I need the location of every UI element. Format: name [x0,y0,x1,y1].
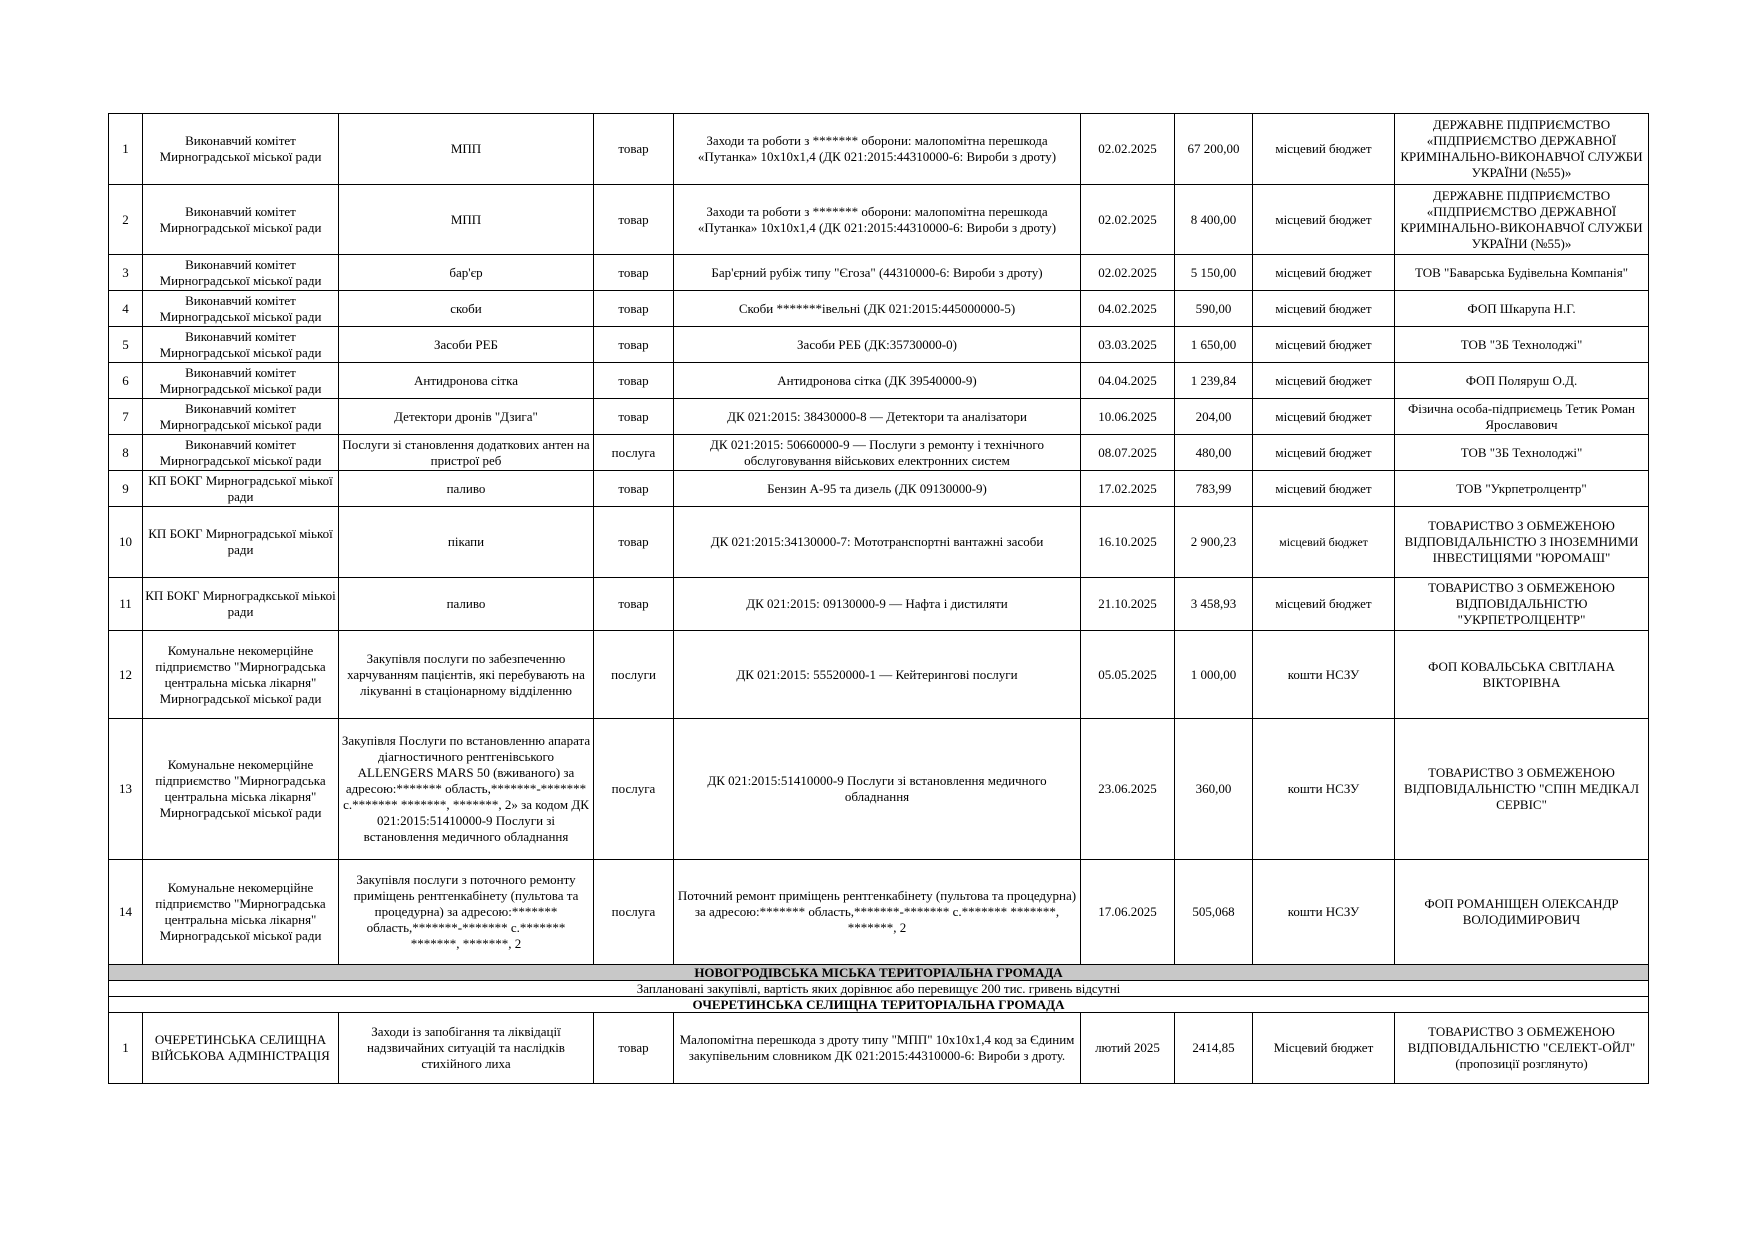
supplier-cell: Фізична особа-підприємець Тетик Роман Ярославович [1395,399,1649,435]
cpv-code-cell: Бар'єрний рубіж типу "Єгоза" (44310000-6: Вироби з дроту) [674,255,1081,291]
cpv-code-cell: Заходи та роботи з ******* оборони: малопомітна перешкода «Путанка» 10х10х1,4 (ДК 021:2015:44310000-6: Вироби з дроту) [674,114,1081,185]
supplier-cell: ДЕРЖАВНЕ ПІДПРИЄМСТВО «ПІДПРИЄМСТВО ДЕРЖАВНОЇ КРИМІНАЛЬНО-ВИКОНАВЧОЇ СЛУЖБИ УКРАЇНИ (№55)» [1395,185,1649,255]
date-cell: 04.02.2025 [1081,291,1175,327]
cpv-code-cell: Бензин А-95 та дизель (ДК 09130000-9) [674,471,1081,507]
type-cell: товар [594,363,674,399]
row-number: 8 [109,435,143,471]
customer-cell: Комунальне некомерційне підприємство "Мирноградська центральна міська лікарня" Мирноградської міської ради [143,860,339,965]
customer-cell: КП БОКГ Мирноградської міької ради [143,471,339,507]
section-title: НОВОГРОДІВСЬКА МІСЬКА ТЕРИТОРІАЛЬНА ГРОМАДА [109,965,1649,981]
amount-cell: 1 650,00 [1175,327,1253,363]
table-row [109,291,1649,327]
date-cell: 21.10.2025 [1081,578,1175,631]
table-row [109,363,1649,399]
subject-cell: МПП [339,114,594,185]
date-cell: 08.07.2025 [1081,435,1175,471]
type-cell: послуги [594,631,674,719]
table-row [109,114,1649,185]
section-row-novohrodivka [109,965,1649,981]
type-cell: товар [594,255,674,291]
supplier-cell: ФОП КОВАЛЬСЬКА СВІТЛАНА ВІКТОРІВНА [1395,631,1649,719]
cpv-code-cell: Малопомітна перешкода з дроту типу "МПП" 10х10х1,4 код за Єдиним закупівельним словником ДК 021:2015:44310000-6: Вироби з дроту. [674,1013,1081,1084]
table-row [109,719,1649,860]
supplier-cell: ФОП РОМАНІЩЕН ОЛЕКСАНДР ВОЛОДИМИРОВИЧ [1395,860,1649,965]
supplier-cell: ТОВ "3Б Технолоджі" [1395,435,1649,471]
procurement-table [108,113,1649,1084]
row-number: 2 [109,185,143,255]
table-row [109,631,1649,719]
subject-cell: Заходи із запобігання та ліквідації надзвичайних ситуацій та наслідків стихійного лиха [339,1013,594,1084]
funding-source-cell: місцевий бюджет [1253,114,1395,185]
date-cell: 10.06.2025 [1081,399,1175,435]
type-cell: послуга [594,435,674,471]
section-title: ОЧЕРЕТИНСЬКА СЕЛИЩНА ТЕРИТОРІАЛЬНА ГРОМАДА [109,997,1649,1013]
amount-cell: 67 200,00 [1175,114,1253,185]
subject-cell: Засоби РЕБ [339,327,594,363]
funding-source-cell: місцевий бюджет [1253,291,1395,327]
date-cell: 02.02.2025 [1081,185,1175,255]
customer-cell: Виконавчий комітет Мирноградської міської ради [143,255,339,291]
cpv-code-cell: Заходи та роботи з ******* оборони: малопомітна перешкода «Путанка» 10х10х1,4 (ДК 021:2015:44310000-6: Вироби з дроту) [674,185,1081,255]
subject-cell: паливо [339,471,594,507]
customer-cell: Комунальне некомерційне підприємство "Мирноградська центральна міська лікарня" Мирноградської міської ради [143,631,339,719]
cpv-code-cell: ДК 021:2015: 38430000-8 — Детектори та аналізатори [674,399,1081,435]
customer-cell: Виконавчий комітет Мирноградської міської ради [143,185,339,255]
date-cell: 16.10.2025 [1081,507,1175,578]
supplier-cell: ДЕРЖАВНЕ ПІДПРИЄМСТВО «ПІДПРИЄМСТВО ДЕРЖАВНОЇ КРИМІНАЛЬНО-ВИКОНАВЧОЇ СЛУЖБИ УКРАЇНИ (№55)» [1395,114,1649,185]
subject-cell: Детектори дронів "Дзига" [339,399,594,435]
funding-source-cell: кошти НСЗУ [1253,860,1395,965]
type-cell: товар [594,185,674,255]
row-number: 6 [109,363,143,399]
funding-source-cell: місцевий бюджет [1253,185,1395,255]
amount-cell: 360,00 [1175,719,1253,860]
customer-cell: Виконавчий комітет Мирноградської міської ради [143,399,339,435]
supplier-cell: ТОВАРИСТВО З ОБМЕЖЕНОЮ ВІДПОВІДАЛЬНІСТЮ "СЕЛЕКТ-ОЙЛ" (пропозиції розглянуто) [1395,1013,1649,1084]
subject-cell: скоби [339,291,594,327]
row-number: 3 [109,255,143,291]
cpv-code-cell: Антидронова сітка (ДК 39540000-9) [674,363,1081,399]
customer-cell: Виконавчий комітет Мирноградської міської ради [143,363,339,399]
funding-source-cell: місцевий бюджет [1253,471,1395,507]
amount-cell: 1 000,00 [1175,631,1253,719]
amount-cell: 590,00 [1175,291,1253,327]
customer-cell: Виконавчий комітет Мирноградської міської ради [143,291,339,327]
customer-cell: Виконавчий комітет Мирноградської міської ради [143,114,339,185]
subject-cell: бар'єр [339,255,594,291]
cpv-code-cell: ДК 021:2015:51410000-9 Послуги зі встановлення медичного обладнання [674,719,1081,860]
amount-cell: 1 239,84 [1175,363,1253,399]
supplier-cell: ФОП Поляруш О.Д. [1395,363,1649,399]
note-text: Заплановані закупівлі, вартість яких дорівнює або перевищує 200 тис. гривень відсутні [109,981,1649,997]
supplier-cell: ТОВАРИСТВО З ОБМЕЖЕНОЮ ВІДПОВІДАЛЬНІСТЮ "СПІН МЕДІКАЛ СЕРВІС" [1395,719,1649,860]
row-number: 1 [109,1013,143,1084]
amount-cell: 505,068 [1175,860,1253,965]
customer-cell: Комунальне некомерційне підприємство "Мирноградська центральна міська лікарня" Мирноградської міської ради [143,719,339,860]
row-number: 13 [109,719,143,860]
row-number: 5 [109,327,143,363]
date-cell: 02.02.2025 [1081,255,1175,291]
type-cell: товар [594,507,674,578]
subject-cell: Послуги зі становлення додаткових антен на пристрої реб [339,435,594,471]
subject-cell: паливо [339,578,594,631]
funding-source-cell: місцевий бюджет [1253,327,1395,363]
amount-cell: 480,00 [1175,435,1253,471]
amount-cell: 8 400,00 [1175,185,1253,255]
subject-cell: Закупівля послуги по забезпеченню харчуванням пацієнтів, які перебувають на лікуванні в стаціонарному відділенню [339,631,594,719]
amount-cell: 5 150,00 [1175,255,1253,291]
amount-cell: 783,99 [1175,471,1253,507]
table-row [109,435,1649,471]
table-row [109,860,1649,965]
subject-cell: пікапи [339,507,594,578]
supplier-cell: ФОП Шкарупа Н.Г. [1395,291,1649,327]
type-cell: товар [594,471,674,507]
type-cell: товар [594,399,674,435]
type-cell: послуга [594,860,674,965]
date-cell: 03.03.2025 [1081,327,1175,363]
customer-cell: Виконавчий комітет Мирноградської міської ради [143,435,339,471]
amount-cell: 204,00 [1175,399,1253,435]
amount-cell: 2414,85 [1175,1013,1253,1084]
funding-source-cell: місцевий бюджет [1253,507,1395,578]
row-number: 4 [109,291,143,327]
cpv-code-cell: ДК 021:2015: 09130000-9 — Нафта і дистиляти [674,578,1081,631]
date-cell: 17.02.2025 [1081,471,1175,507]
row-number: 10 [109,507,143,578]
section-row-ocheretyne [109,997,1649,1013]
row-number: 14 [109,860,143,965]
cpv-code-cell: Скоби *******івельні (ДК 021:2015:445000000-5) [674,291,1081,327]
date-cell: 04.04.2025 [1081,363,1175,399]
supplier-cell: ТОВАРИСТВО З ОБМЕЖЕНОЮ ВІДПОВІДАЛЬНІСТЮ З ІНОЗЕМНИМИ ІНВЕСТИЦІЯМИ "ЮРОМАШ" [1395,507,1649,578]
row-number: 12 [109,631,143,719]
note-row [109,981,1649,997]
table-row [109,507,1649,578]
table-row [109,471,1649,507]
funding-source-cell: місцевий бюджет [1253,578,1395,631]
funding-source-cell: місцевий бюджет [1253,399,1395,435]
type-cell: послуга [594,719,674,860]
type-cell: товар [594,291,674,327]
funding-source-cell: місцевий бюджет [1253,255,1395,291]
table-row [109,399,1649,435]
funding-source-cell: місцевий бюджет [1253,363,1395,399]
cpv-code-cell: ДК 021:2015: 50660000-9 — Послуги з ремонту і технічного обслуговування військових електронних систем [674,435,1081,471]
subject-cell: Закупівля послуги з поточного ремонту приміщень рентгенкабінету (пультова та процедурна) за адресою:******* область,*******-******* с.******* *******, *******, 2 [339,860,594,965]
row-number: 9 [109,471,143,507]
type-cell: товар [594,1013,674,1084]
subject-cell: Закупівля Послуги по встановленню апарата діагностичного рентгенівського ALLENGERS MARS 50 (вживаного) за адресою:******* область,*******-******* с.******* *******, *******, 2» за кодом ДК 021:2015:51410000-9 Послуги зі встановлення медичного обладнання [339,719,594,860]
cpv-code-cell: ДК 021:2015:34130000-7: Мототранспортні вантажні засоби [674,507,1081,578]
subject-cell: Антидронова сітка [339,363,594,399]
date-cell: 17.06.2025 [1081,860,1175,965]
row-number: 11 [109,578,143,631]
date-cell: 05.05.2025 [1081,631,1175,719]
cpv-code-cell: Поточний ремонт приміщень рентгенкабінету (пультова та процедурна) за адресою:******* область,*******-******* с.******* *******, *******, 2 [674,860,1081,965]
table-row [109,1013,1649,1084]
customer-cell: КП БОКГ Мирноградкської міькоі ради [143,578,339,631]
customer-cell: КП БОКГ Мирноградської міької ради [143,507,339,578]
date-cell: лютий 2025 [1081,1013,1175,1084]
table-row [109,578,1649,631]
funding-source-cell: кошти НСЗУ [1253,631,1395,719]
date-cell: 23.06.2025 [1081,719,1175,860]
funding-source-cell: кошти НСЗУ [1253,719,1395,860]
type-cell: товар [594,114,674,185]
table-row [109,185,1649,255]
date-cell: 02.02.2025 [1081,114,1175,185]
table-row [109,327,1649,363]
funding-source-cell: місцевий бюджет [1253,435,1395,471]
amount-cell: 2 900,23 [1175,507,1253,578]
supplier-cell: ТОВ "Баварська Будівельна Компанія" [1395,255,1649,291]
supplier-cell: ТОВ "3Б Технолоджі" [1395,327,1649,363]
row-number: 1 [109,114,143,185]
customer-cell: Виконавчий комітет Мирноградської міської ради [143,327,339,363]
type-cell: товар [594,327,674,363]
table-row [109,255,1649,291]
cpv-code-cell: ДК 021:2015: 55520000-1 — Кейтерингові послуги [674,631,1081,719]
funding-source-cell: Місцевий бюджет [1253,1013,1395,1084]
type-cell: товар [594,578,674,631]
amount-cell: 3 458,93 [1175,578,1253,631]
supplier-cell: ТОВАРИСТВО З ОБМЕЖЕНОЮ ВІДПОВІДАЛЬНІСТЮ "УКРПЕТРОЛЦЕНТР" [1395,578,1649,631]
supplier-cell: ТОВ "Укрпетролцентр" [1395,471,1649,507]
subject-cell: МПП [339,185,594,255]
customer-cell: ОЧЕРЕТИНСЬКА СЕЛИЩНА ВІЙСЬКОВА АДМІНІСТРАЦІЯ [143,1013,339,1084]
row-number: 7 [109,399,143,435]
cpv-code-cell: Засоби РЕБ (ДК:35730000-0) [674,327,1081,363]
